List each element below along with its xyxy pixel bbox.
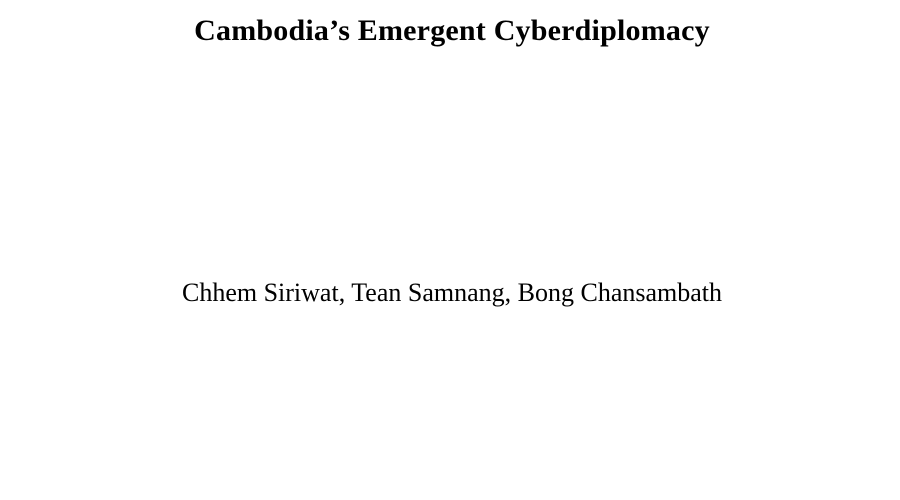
paper-authors: Chhem Siriwat, Tean Samnang, Bong Chansambath: [181, 278, 723, 307]
paper-title: Cambodia’s Emergent Cyberdiplomacy: [194, 14, 710, 47]
